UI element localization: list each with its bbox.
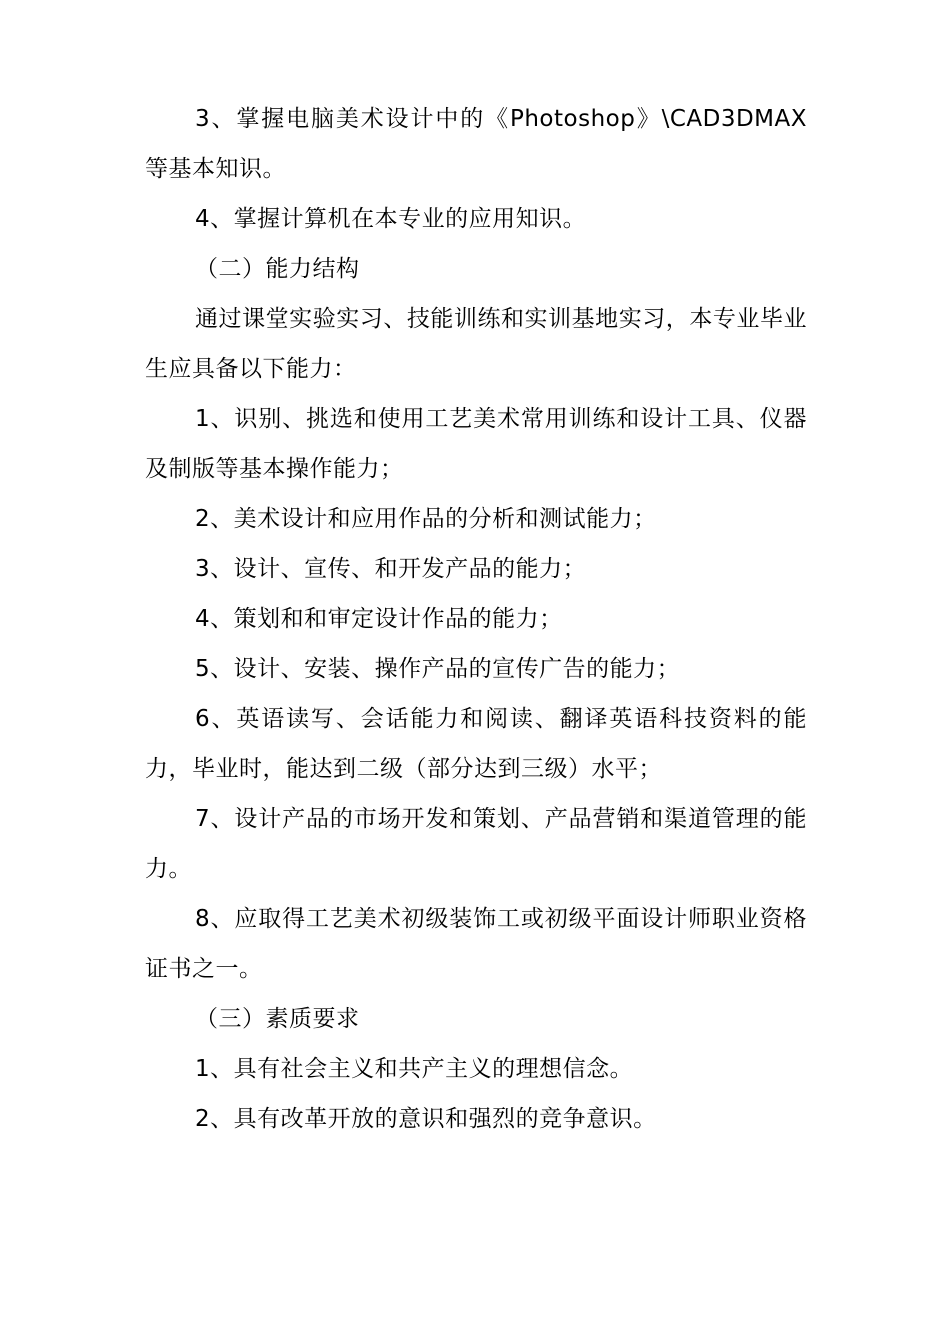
paragraph-knowledge-4: 4、掌握计算机在本专业的应用知识。 [195, 206, 587, 232]
paragraph-ability-2: 2、美术设计和应用作品的分析和测试能力； [195, 506, 657, 532]
paragraph-ability-5: 5、设计、安装、操作产品的宣传广告的能力； [195, 656, 681, 682]
paragraph-ability-6: 6、英语读写、会话能力和阅读、翻译英语科技资料的能力，毕业时，能达到二级（部分达到三级）水平； [145, 706, 807, 782]
paragraph-knowledge-3: 3、掌握电脑美术设计中的《Photoshop》\CAD3DMAX等基本知识。 [145, 106, 807, 182]
paragraph-ability-7: 7、设计产品的市场开发和策划、产品营销和渠道管理的能力。 [145, 806, 807, 882]
paragraph-ability-4: 4、策划和和审定设计作品的能力； [195, 606, 563, 632]
paragraph-ability-intro: 通过课堂实验实习、技能训练和实训基地实习，本专业毕业生应具备以下能力： [145, 306, 807, 382]
section-heading-ability: （二）能力结构 [195, 256, 360, 282]
paragraph-ability-3: 3、设计、宣传、和开发产品的能力； [195, 556, 587, 582]
paragraph-quality-1: 1、具有社会主义和共产主义的理想信念。 [195, 1056, 634, 1082]
section-heading-quality: （三）素质要求 [195, 1006, 360, 1032]
paragraph-ability-8: 8、应取得工艺美术初级装饰工或初级平面设计师职业资格证书之一。 [145, 906, 807, 982]
paragraph-ability-1: 1、识别、挑选和使用工艺美术常用训练和设计工具、仪器及制版等基本操作能力； [145, 406, 807, 482]
paragraph-quality-2: 2、具有改革开放的意识和强烈的竞争意识。 [195, 1106, 657, 1132]
document-body [145, 94, 807, 1144]
